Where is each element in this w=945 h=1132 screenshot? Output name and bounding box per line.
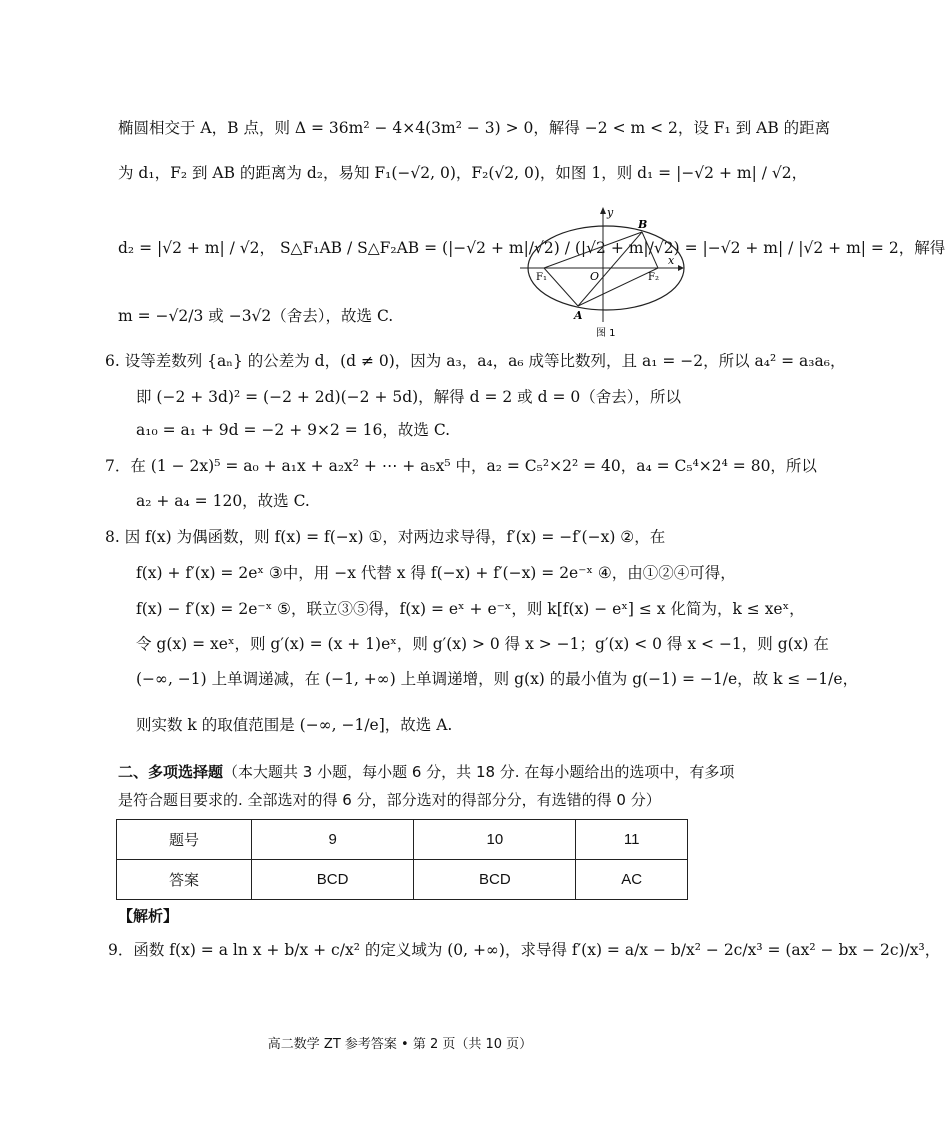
ellipse-figure: [518, 202, 688, 342]
text-line: 则实数 k 的取值范围是 (−∞, −1/e]，故选 A.: [136, 716, 453, 734]
page-footer: 高二数学 ZT 参考答案 • 第 2 页（共 10 页）: [267, 1037, 533, 1052]
text-line: m = −√2/3 或 −3√2（舍去），故选 C.: [118, 307, 394, 325]
label-a: A: [574, 309, 583, 322]
text-line: f(x) − f′(x) = 2e⁻ˣ ⑤，联立③⑤得，f(x) = eˣ + e⁻ˣ，则 k[f(x) − eˣ] ≤ x 化简为，k ≤ xeˣ，: [136, 600, 805, 618]
text-line: a₂ + a₄ = 120，故选 C.: [136, 492, 310, 510]
table-header-label: 题号: [117, 820, 252, 860]
table-cell-number: 11: [576, 820, 688, 860]
label-f2: F₂: [648, 272, 659, 283]
label-b: B: [638, 218, 648, 231]
label-f1: F₁: [536, 272, 547, 283]
text-line: 令 g(x) = xeˣ，则 g′(x) = (x + 1)eˣ，则 g′(x) > 0 得 x > −1；g′(x) < 0 得 x < −1，则 g(x) 在: [136, 635, 829, 653]
analysis-heading: 【解析】: [118, 907, 179, 925]
text-line: (−∞, −1) 上单调递减，在 (−1, +∞) 上单调递增，则 g(x) 的最小值为 g(−1) = −1/e，故 k ≤ −1/e，: [136, 670, 859, 688]
answer-table: [116, 819, 688, 900]
question-7-line: 7．在 (1 − 2x)⁵ = a₀ + a₁x + a₂x² + ⋯ + a₅x⁵ 中，a₂ = C₅²×2² = 40，a₄ = C₅⁴×2⁴ = 80，所以: [105, 457, 817, 475]
table-cell-answer: BCD: [414, 860, 576, 900]
table-row: [117, 860, 688, 900]
figure-caption: 图 1: [596, 328, 616, 339]
x-axis-arrow: [678, 265, 684, 271]
label-o: O: [590, 270, 600, 283]
table-cell-answer: AC: [576, 860, 688, 900]
table-cell-number: 10: [414, 820, 576, 860]
text-line: 为 d₁，F₂ 到 AB 的距离为 d₂，易知 F₁(−√2, 0)，F₂(√2, 0)，如图 1，则 d₁ = |−√2 + m| / √2，: [118, 164, 808, 182]
section-2-desc-line: 是符合题目要求的. 全部选对的得 6 分，部分选对的得部分分，有选错的得 0 分）: [118, 791, 661, 809]
segment-ab: [578, 232, 642, 306]
section-2-heading: [118, 762, 734, 782]
table-row-label: 答案: [117, 860, 252, 900]
section-2-desc: （本大题共 3 小题，每小题 6 分，共 18 分. 在每小题给出的选项中，有多项: [223, 763, 735, 781]
y-axis-arrow: [600, 207, 606, 214]
question-8-line: 8. 因 f(x) 为偶函数，则 f(x) = f(−x) ①，对两边求导得，f′(x) = −f′(−x) ②，在: [105, 528, 666, 546]
text-line: d₂ = |√2 + m| / √2， S△F₁AB / S△F₂AB = (|−√2 + m|/√2) / (|√2 + m|/√2) = |−√2 + m| / |√2 + m| = 2，解得: [118, 239, 945, 257]
text-line: 椭圆相交于 A，B 点，则 Δ = 36m² − 4×4(3m² − 3) > 0，解得 −2 < m < 2，设 F₁ 到 AB 的距离: [118, 119, 831, 137]
label-y: y: [607, 206, 614, 219]
question-6-line: 6. 设等差数列 {aₙ} 的公差为 d，(d ≠ 0)，因为 a₃，a₄，a₆ 成等比数列，且 a₁ = −2，所以 a₄² = a₃a₆，: [105, 352, 846, 370]
segment-f1-b: [544, 232, 642, 268]
table-row: [117, 820, 688, 860]
section-2-title: 二、多项选择题: [118, 763, 224, 781]
question-9-line: 9．函数 f(x) = a ln x + b/x + c/x² 的定义域为 (0, +∞)，求导得 f′(x) = a/x − b/x² − 2c/x³ = (ax² − bx − 2c)/x³，: [108, 941, 941, 959]
text-line: a₁₀ = a₁ + 9d = −2 + 9×2 = 16，故选 C.: [136, 421, 451, 439]
segment-b-f2: [642, 232, 658, 268]
segment-f1-a: [544, 268, 578, 306]
label-x: x: [668, 254, 675, 267]
table-cell-number: 9: [252, 820, 414, 860]
text-line: 即 (−2 + 3d)² = (−2 + 2d)(−2 + 5d)，解得 d = 2 或 d = 0（舍去），所以: [136, 388, 681, 406]
table-cell-answer: BCD: [252, 860, 414, 900]
text-line: f(x) + f′(x) = 2eˣ ③中，用 −x 代替 x 得 f(−x) + f′(−x) = 2e⁻ˣ ④，由①②④可得，: [136, 564, 736, 582]
